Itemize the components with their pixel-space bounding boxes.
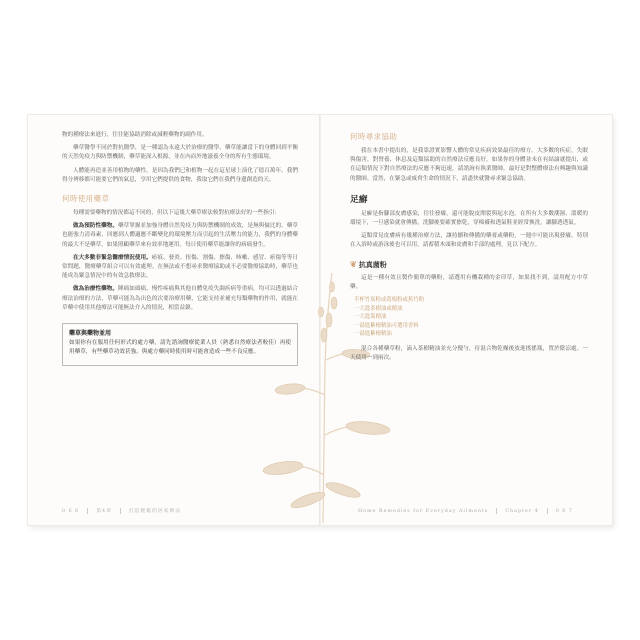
ingredient-item: 一大匙茶樹油或精油 (354, 305, 403, 312)
left-page (62, 131, 298, 491)
left-folio (62, 507, 189, 514)
intro-paragraph: 人體能再造並善用植物的藥性，是因為我們已和植物一起在這星球上演化了億百萬年。我們得分辨移都可能要它們的氣息，享用它們提供的食物，我取它們在我們身邊創造的天。 (62, 167, 298, 183)
ingredient-item: 一湯匙紫檀精油可選用香料 (354, 322, 419, 329)
leaf-icon: ❦ (350, 258, 357, 269)
section-intro: 每種需要藥物的情況都這不同的，但以下這幾大藥草療法較對抗療法好的一些指引： (73, 210, 280, 217)
chapter-label: 第4章 (96, 509, 112, 514)
running-title: 打造輕鬆的居家療法 (128, 509, 182, 514)
page-number: 0 6 6 (62, 509, 80, 514)
ingredient-list (350, 296, 588, 339)
ingredient-item: 一大匙菊精油 (354, 314, 387, 321)
recipe-intro: 這是一種有效且製作簡單的藥粉，請選用有機栽種的金印草，如果找不到，請用配方中草藥。 (350, 274, 588, 290)
usage-item-label: 做為預防性藥物。 (73, 223, 119, 230)
ailment-text: 這類常見皮膚病有幾種治療方法，讓持續和傳播的藥膏或藥粉，一週中可能出現發癢，特別在入浴時或游泳後也可以用，請蓄積木頭和皮膚和手部的處理，見以下配方。 (350, 233, 588, 249)
right-folio (358, 508, 581, 515)
usage-item-text: 陣痛如頭痛、慢性疼痛與其他自體免疫失調疾病等重病，均可以透過結合療法治療的方法，草藥可能為為出色的次要治療用藥，它能支持並補充每類藥物的作用，就能在草藥中使用其他療法可能無法介入的情況，相當益鎮。 (62, 286, 298, 311)
section-heading: 何時尋求協助 (350, 132, 398, 141)
usage-item (62, 285, 298, 313)
page-number: 0 6 7 (555, 509, 573, 514)
section-text: 我在本書中提出的，是我靠證實影響人體的常見疾病效果最佳的療方。大多數的疾症，失眠與傷害，對營養、休息及這類協助的自然療法反應良好，如果你的身體並未在有結論就提出，或在這類情況下對自然療法的反應不夠迅速，請諮詢有執業醫師。最好是對整體療法有興趣與知識的醫師。當然，在緊急或威脅生命的情況下，請盡快就醫尋求緊急協助。 (350, 148, 588, 182)
ingredient-item: 一湯匙紫檀精油 (354, 331, 392, 338)
callout-text: 如果你有在服用任何形式的處方藥，請先諮詢醫療從業人員（熟悉自然療法者較佳）再使用藥草，有些藥草功效甚強，與處方藥同時使用時可能會造成一些不良反應。 (69, 340, 291, 356)
running-title: Home Remedies for Everyday Ailments (358, 509, 489, 514)
callout-box (62, 323, 298, 366)
usage-item (62, 254, 298, 282)
callout-title: 藥草與藥物並用 (69, 330, 112, 338)
intro-paragraph: 藥草醫學不同於對抗醫學，是一種認為永遠大於治療的醫學，藥草能讓當下的身體回到平衡的天然免疫力與防禦機制，藥草能深入根源，並在內而外地滋養全身的所有生態環境。 (62, 145, 298, 161)
right-page (350, 131, 588, 491)
ingredient-item: 半杯竹炭粉或葛根粉或蕉竹粉 (354, 297, 425, 304)
intro-paragraph: 物的種療法來進行，往往能協助消除或減輕藥物的副作用。 (62, 132, 208, 138)
chapter-label: Chapter 4 (505, 509, 539, 514)
book-spread (28, 115, 612, 525)
recipe-heading (350, 259, 588, 270)
usage-item-text: 瘀痕、發炎、扭傷、割傷、擦傷、咳嗽、感冒、瘀傷等等日常問題，醫療藥草組合可以有效處理。在無法或不想尋求醫療協助或不必要醫療協助時，藥草也能成為緊急情況中的有效急救療法。 (62, 254, 298, 280)
usage-item-label: 做為治療性藥物。 (73, 286, 119, 293)
usage-item-text: 藥草掌握並加強身體自然免疫力與防禦機制的成效，是無與倫比的。藥草也能強力清毒素，回應到人體適應不斷變化的環境壓力而引起的生活壓力的能力，我們的身體藥的最大不是藥草，如果照顧藥草來有效率地運用。每日使用藥草能讓你的病痛發生。 (62, 223, 298, 248)
ailment-heading: 足癬 (350, 194, 368, 205)
recipe-method: 混合各種藥草粉，滴入茶樹精油並充分攪勻，待混合物乾燥後放進搖搖瓶，置於陰涼處。一天使用一到兩次。 (350, 346, 588, 362)
section-heading: 何時使用藥草 (62, 194, 110, 204)
usage-item-label: 在大多數非緊急醫療情況使用。 (73, 254, 152, 261)
usage-item (62, 222, 298, 250)
ailment-text: 足癬是指腳部皮膚感染，往往發癢，還可能脫皮開裂與起水泡。在所有大多數潮濕、溫暖的環境下，一旦感染就會傳播，洗腳後要確實擦乾，穿棉襪和透氣鞋並經常換洗，讓腳透透氣。 (350, 210, 588, 227)
recipe-title: 抗真菌粉 (358, 259, 387, 269)
